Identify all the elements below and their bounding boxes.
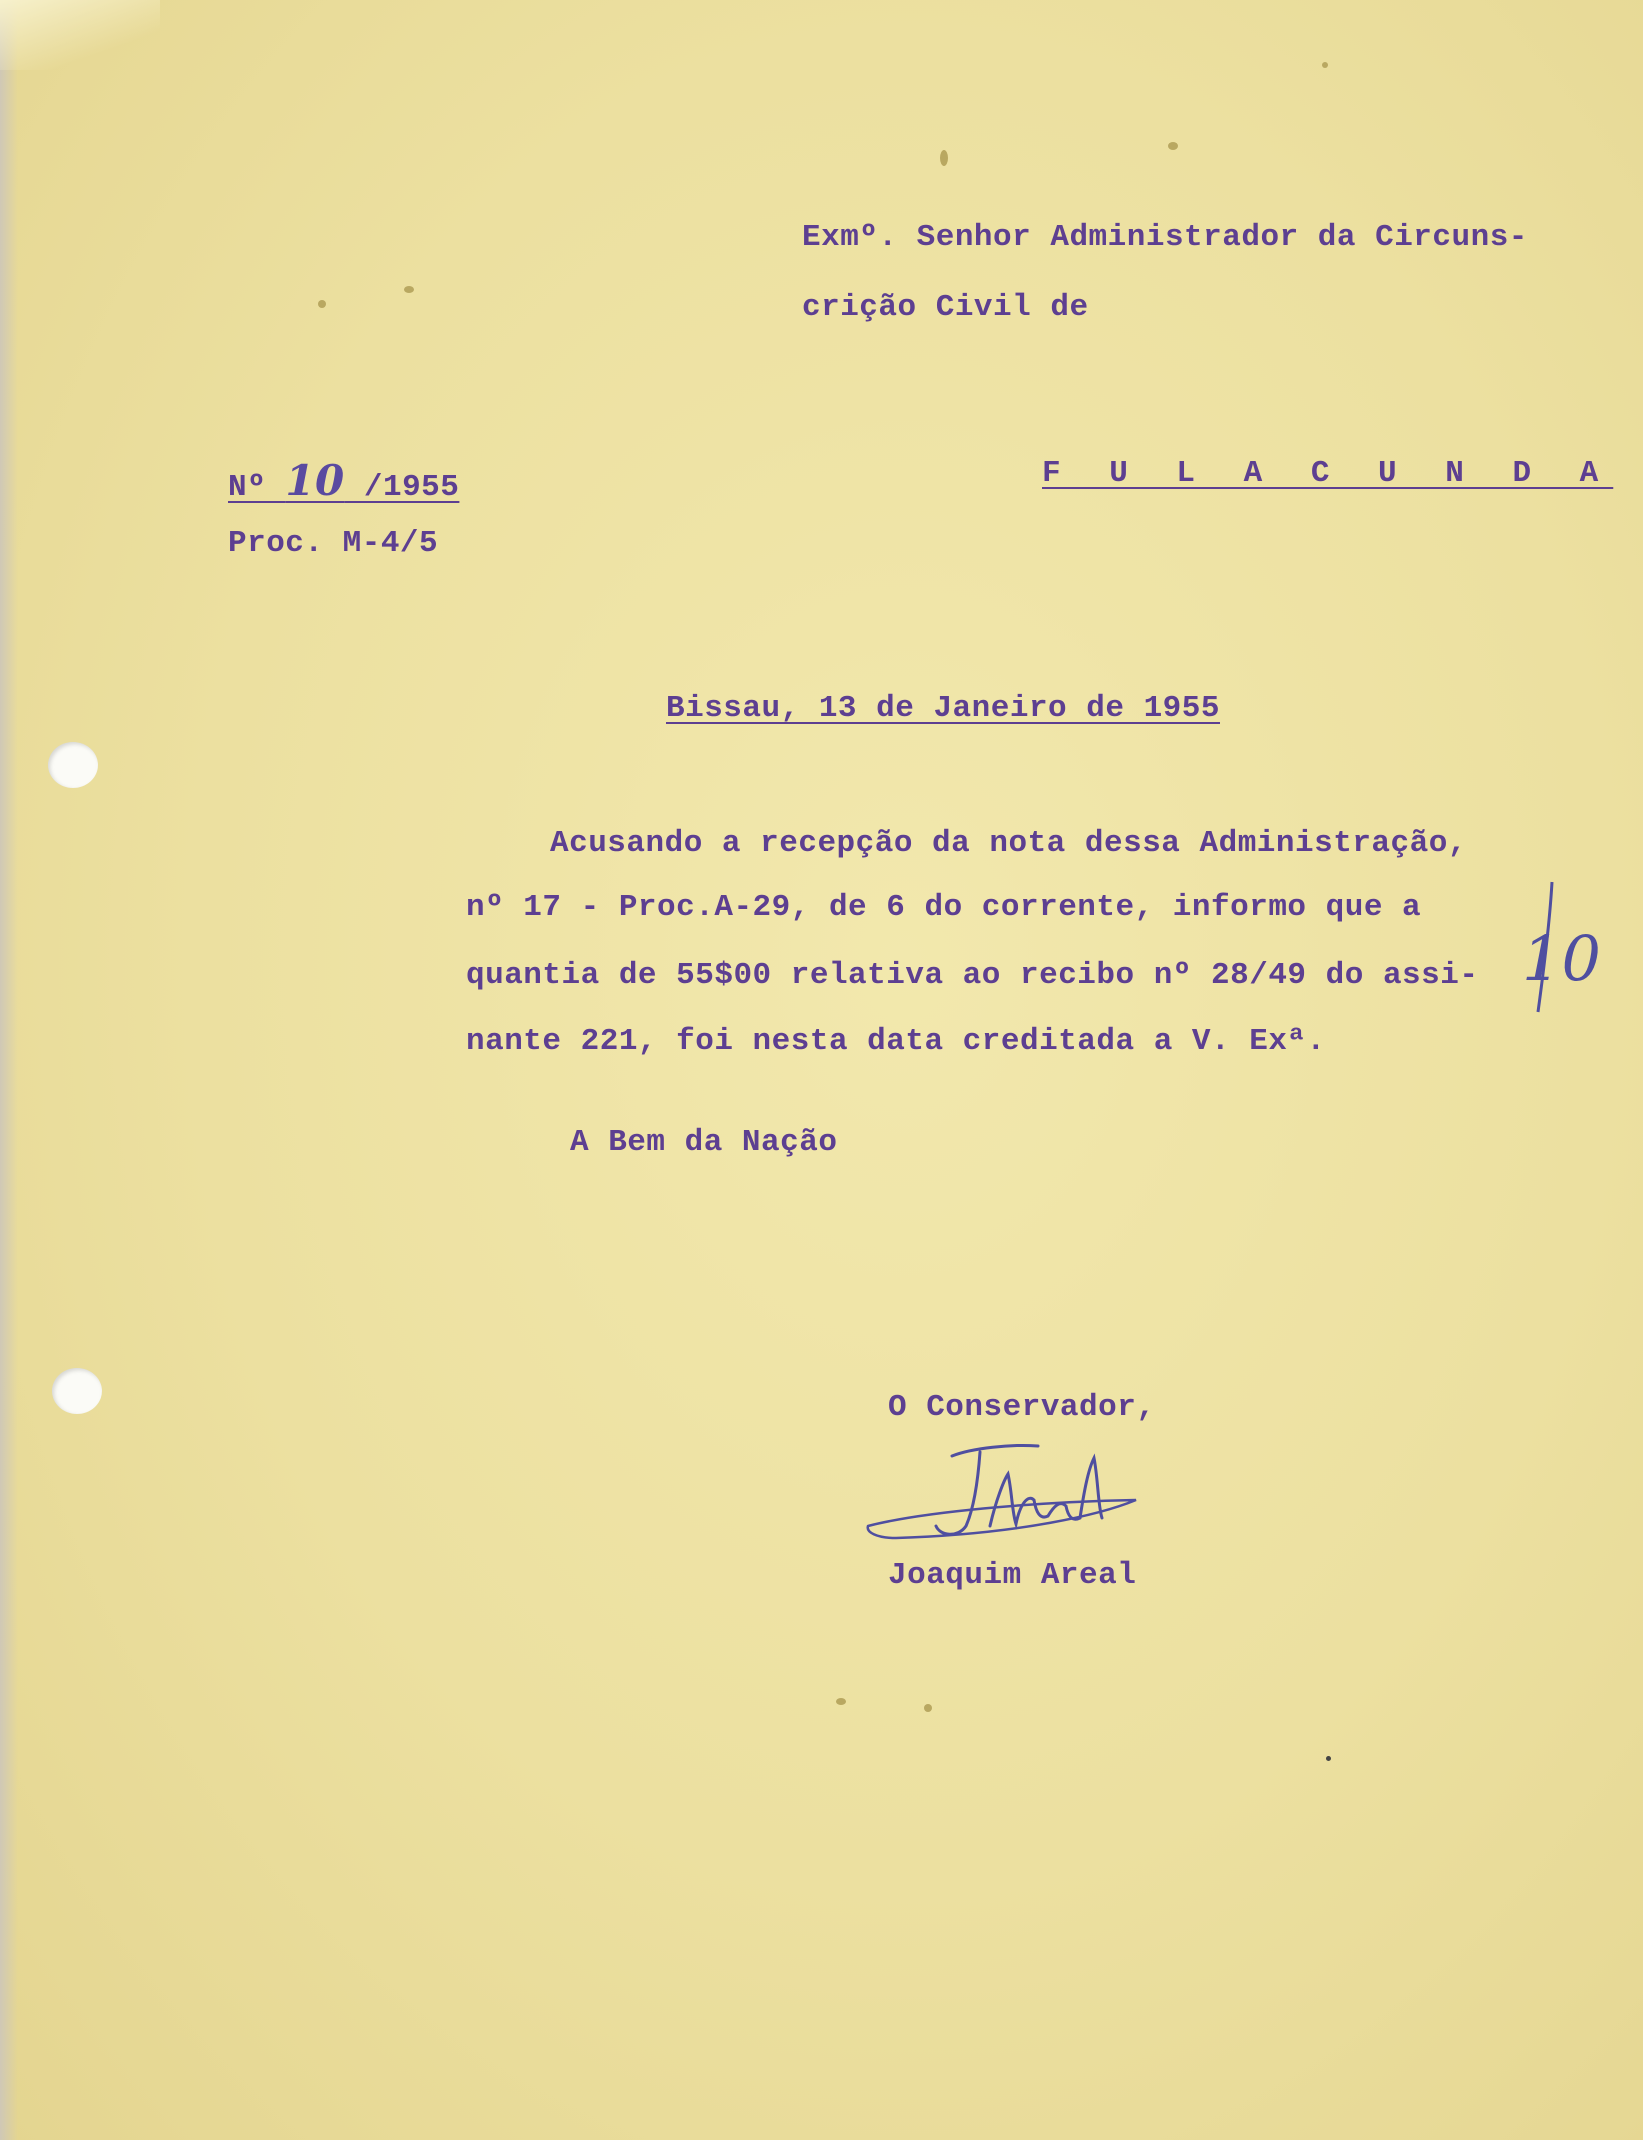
- paper-speck: [404, 286, 414, 293]
- folded-corner: [0, 0, 160, 70]
- left-edge-shadow: [0, 0, 18, 2140]
- addressee-place: F U L A C U N D A: [1042, 456, 1614, 491]
- margin-note-stroke: [1530, 878, 1560, 1018]
- number-year: /1955: [344, 470, 460, 505]
- addressee-line-2: crição Civil de: [802, 290, 1089, 325]
- paper-speck: [318, 300, 326, 308]
- paper-speck: [1326, 1756, 1331, 1761]
- paper-speck: [1168, 142, 1178, 150]
- handwritten-signature: [862, 1430, 1148, 1550]
- signature-title: O Conservador,: [888, 1390, 1156, 1425]
- process-reference: Proc. M-4/5: [228, 526, 439, 561]
- paper-speck: [924, 1704, 932, 1712]
- body-line-3: quantia de 55$00 relativa ao recibo nº 28/49 do assi-: [466, 958, 1479, 993]
- closing-line: A Bem da Nação: [570, 1125, 838, 1160]
- body-line-1: Acusando a recepção da nota dessa Administração,: [550, 826, 1467, 861]
- reference-number: [228, 456, 460, 505]
- signature-name: Joaquim Areal: [888, 1558, 1137, 1593]
- punch-hole-bottom: [52, 1368, 102, 1414]
- paper-speck: [836, 1698, 846, 1705]
- date-line: Bissau, 13 de Janeiro de 1955: [666, 691, 1220, 726]
- addressee-line-1: Exmº. Senhor Administrador da Circuns-: [802, 220, 1528, 255]
- body-line-4: nante 221, foi nesta data creditada a V. Exª.: [466, 1024, 1326, 1059]
- margin-note-handwritten: 10: [1522, 922, 1601, 995]
- number-handwritten: 10: [285, 456, 345, 505]
- paper-speck: [940, 150, 948, 166]
- paper-speck: [1322, 62, 1328, 68]
- number-prefix: Nº: [228, 470, 286, 505]
- punch-hole-top: [48, 742, 98, 788]
- body-line-2: nº 17 - Proc.A-29, de 6 do corrente, informo que a: [466, 890, 1422, 925]
